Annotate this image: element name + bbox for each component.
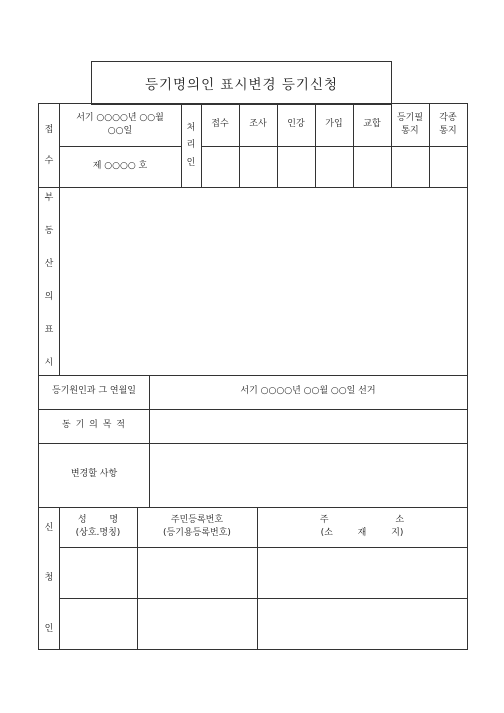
stage-stamp-cell[interactable]	[277, 146, 315, 187]
receipt-label	[39, 124, 59, 168]
stage-stamp-cell[interactable]	[391, 146, 429, 187]
applicant-label	[39, 522, 59, 636]
receipt-label-char: 접	[44, 125, 54, 135]
processor-label-char: 처	[186, 123, 196, 133]
applicant-label-char: 신	[44, 523, 54, 533]
property-label-char: 부	[44, 193, 54, 203]
applicant-id-field[interactable]	[137, 598, 257, 649]
changes-label: 변경할 사항	[70, 469, 118, 480]
stage-header-line: 각종	[439, 112, 457, 123]
applicant-address-field[interactable]	[257, 547, 467, 598]
applicant-id-header-line2: (등기용등록번호)	[163, 528, 231, 538]
applicant-name-field[interactable]	[59, 547, 137, 598]
applicant-id-header-line1: 주민등록번호	[170, 514, 224, 525]
stage-stamp-cell[interactable]	[315, 146, 353, 187]
property-label-char: 동	[44, 225, 54, 236]
receipt-date-line2: ○○일	[107, 126, 133, 136]
purpose-value[interactable]	[149, 409, 467, 443]
applicant-name-header-line1: 성 명	[77, 514, 119, 525]
form-title: 등기명의인 표시변경 등기신청	[91, 61, 392, 105]
stage-header-line: 통지	[401, 126, 419, 136]
processor-label-char: 리	[186, 140, 196, 151]
property-label-char: 표	[44, 324, 54, 335]
applicant-label-char: 청	[44, 573, 54, 584]
receipt-number[interactable]	[59, 146, 181, 187]
processor-label	[181, 122, 201, 170]
applicant-address-header	[257, 507, 467, 547]
stage-stamp-cell[interactable]	[353, 146, 391, 187]
property-label-char: 산	[44, 258, 54, 269]
stage-header-line: 교합	[363, 119, 381, 130]
applicant-label-char: 인	[44, 623, 54, 634]
property-label-char: 시	[44, 357, 54, 368]
stage-header-ingang	[277, 104, 315, 146]
applicant-name-field[interactable]	[59, 598, 137, 649]
stage-header-line: 조사	[249, 119, 267, 130]
receipt-label-char: 수	[44, 155, 54, 166]
changes-value[interactable]	[149, 443, 467, 507]
property-label-char: 의	[44, 291, 54, 302]
applicant-address-header-line2: (소 재 지)	[320, 528, 404, 538]
stage-header-line: 통지	[439, 126, 457, 136]
stage-header-line: 등기필	[396, 112, 424, 123]
applicant-id-field[interactable]	[137, 547, 257, 598]
applicant-address-header-line1: 주 소	[319, 514, 405, 525]
stage-header-line: 가입	[325, 119, 343, 130]
applicant-address-field[interactable]	[257, 598, 467, 649]
receipt-number-text: 제 ○○○○ 호	[92, 160, 148, 171]
stage-header-line: 접수	[211, 119, 229, 130]
cause-label: 등기원인과 그 연월일	[52, 386, 136, 397]
cause-value[interactable]: 서기 ○○○○년 ○○월 ○○일 선거	[240, 386, 376, 397]
stage-stamp-cell[interactable]	[239, 146, 277, 187]
stage-header-entry	[315, 104, 353, 146]
applicant-name-header	[59, 507, 137, 547]
stage-header-survey	[239, 104, 277, 146]
stage-header-line: 인강	[287, 119, 305, 130]
receipt-date-line1: 서기 ○○○○년 ○○월	[76, 112, 164, 123]
stage-stamp-cell[interactable]	[429, 146, 467, 187]
applicant-id-header	[137, 507, 257, 547]
stage-header-receipt	[201, 104, 239, 146]
application-form	[38, 103, 468, 650]
receipt-date[interactable]	[59, 104, 181, 146]
applicant-name-header-line2: (상호.명칭)	[75, 528, 121, 538]
processor-label-char: 인	[186, 157, 196, 168]
stage-stamp-cell[interactable]	[201, 146, 239, 187]
stage-header-other-notice	[429, 104, 467, 146]
stage-header-completion-notice	[391, 104, 429, 146]
property-label	[39, 192, 59, 370]
stage-header-collation	[353, 104, 391, 146]
purpose-label: 동 기 의 목 적	[62, 420, 126, 431]
property-description-field[interactable]	[59, 187, 467, 375]
